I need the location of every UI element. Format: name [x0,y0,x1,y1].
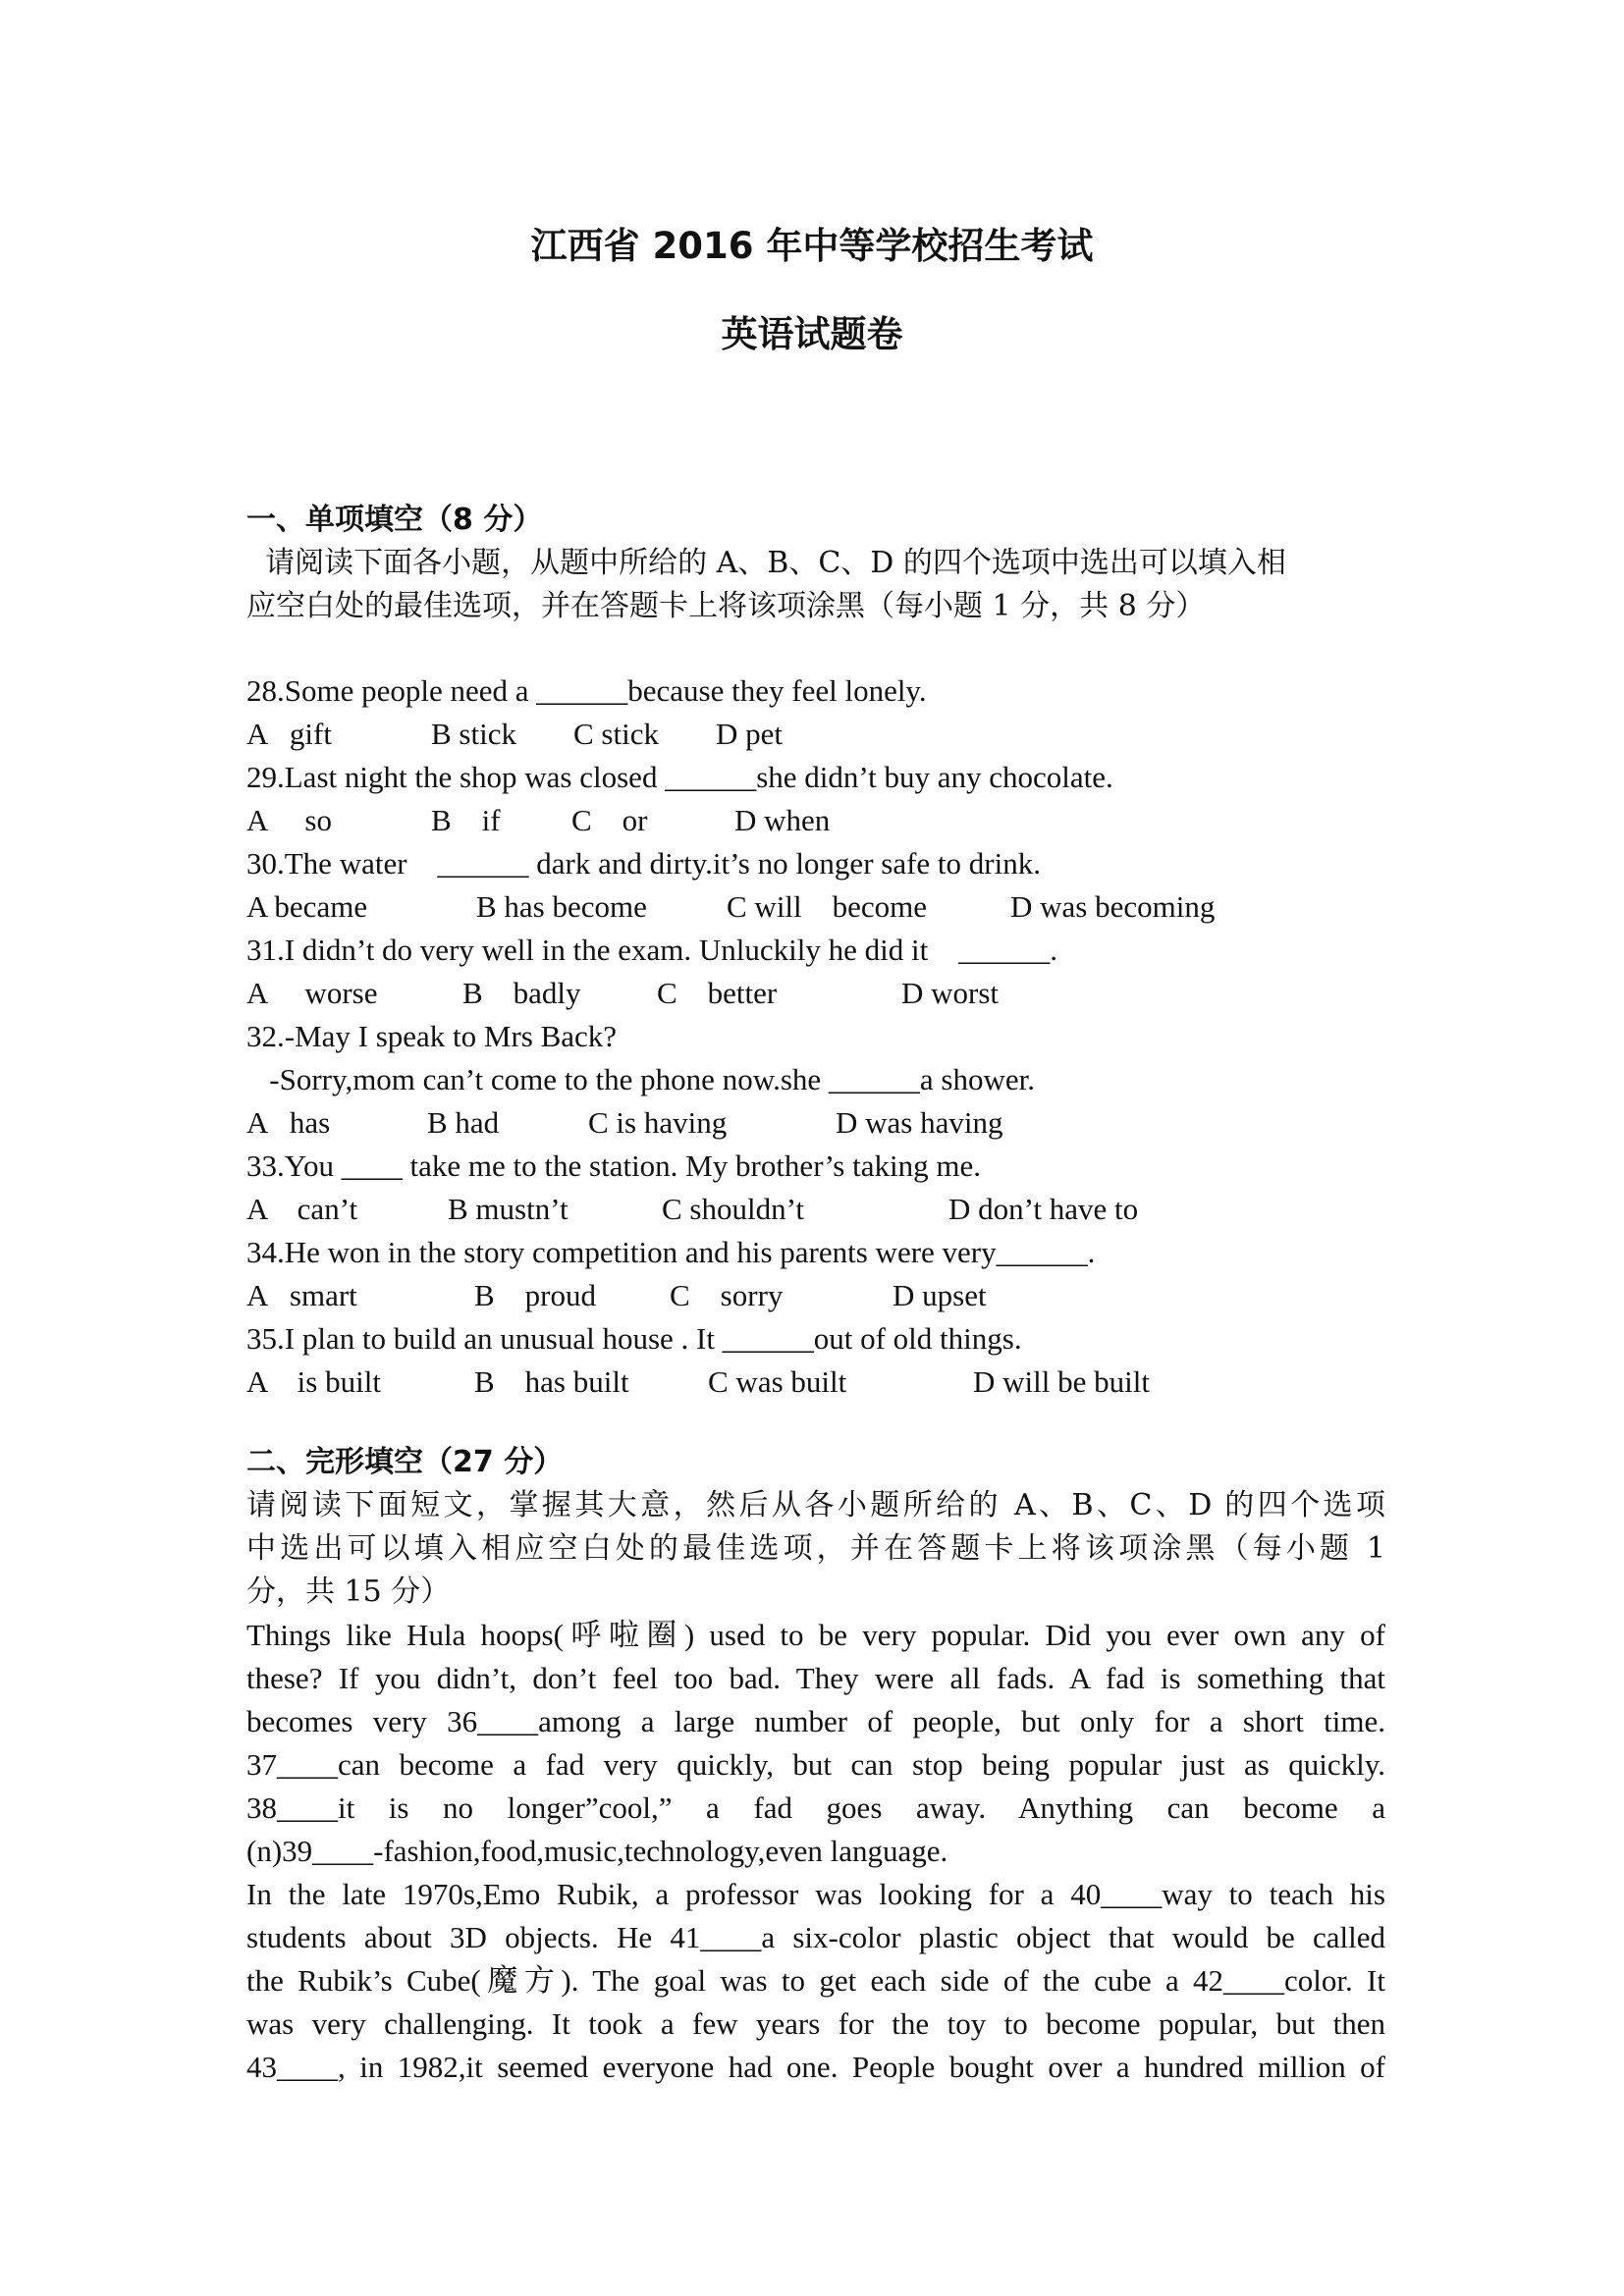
option-d: D was becoming [1010,889,1216,924]
section2-instruction-line1: 请阅读下面短文，掌握其大意，然后从各小题所给的 A、B、C、D 的四个选项 [246,1488,1385,1522]
option-c: C was built [708,1364,847,1399]
option-a: A smart [246,1278,357,1312]
option-b: B has built [474,1364,629,1399]
exam-subtitle: 英语试题卷 [721,313,903,355]
option-b: B has become [476,889,647,924]
option-b: B badly [462,976,581,1010]
option-b: B mustn’t [448,1192,568,1226]
question-31-stem: 31.I didn’t do very well in the exam. Unluckily he did it ______. [246,933,1057,967]
option-a: A worse [246,976,378,1010]
exam-title: 江西省 2016 年中等学校招生考试 [530,225,1094,267]
passage-line: the Rubik’s Cube(魔方). The goal was to get each side of the cube a 42____color. It [246,1963,1385,1998]
option-c: C or [571,803,648,837]
option-b: B if [431,803,501,837]
option-c: C stick [573,717,659,751]
option-a: A has [246,1105,331,1140]
option-b: B stick [431,717,516,751]
passage-line: becomes very 36____among a large number of people, but only for a short time. [246,1704,1385,1738]
passage-line: students about 3D objects. He 41____a six-color plastic object that would be called [246,1920,1385,1954]
passage-line: Things like Hula hoops(呼啦圈) used to be very popular. Did you ever own any of [246,1618,1385,1652]
option-c: C shouldn’t [662,1192,804,1226]
section2-instruction-line2: 中选出可以填入相应空白处的最佳选项，并在答题卡上将该项涂黑（每小题 1 [246,1531,1385,1566]
option-d: D upset [893,1278,987,1312]
option-d: D pet [716,717,784,751]
option-c: C better [657,976,778,1010]
section1-heading: 一、单项填空（8 分） [246,503,543,537]
passage-line: 43____, in 1982,it seemed everyone had one. People bought over a hundred million of [246,2050,1385,2084]
question-33-stem: 33.You ____ take me to the station. My brother’s taking me. [246,1148,981,1183]
option-d: D worst [901,976,1000,1010]
option-c: C is having [588,1105,728,1140]
option-d: D will be built [973,1364,1150,1399]
option-c: C will become [727,889,928,924]
passage-line: these? If you didn’t, don’t feel too bad. They were all fads. A fad is something that [246,1661,1385,1695]
question-30-stem: 30.The water ______ dark and dirty.it’s no longer safe to drink. [246,846,1041,881]
passage-line: In the late 1970s,Emo Rubik, a professor was looking for a 40____way to teach his [246,1877,1385,1911]
section1-instruction-line2: 应空白处的最佳选项，并在答题卡上将该项涂黑（每小题 1 分，共 8 分） [246,589,1206,623]
passage-line: 38____it is no longer”cool,” a fad goes away. Anything can become a [246,1790,1385,1825]
option-b: B proud [474,1278,596,1312]
passage-line: was very challenging. It took a few years for the toy to become popular, but then [246,2006,1385,2041]
option-c: C sorry [670,1278,784,1312]
passage-line: (n)39____-fashion,food,music,technology,even language. [246,1834,948,1868]
question-35-stem: 35.I plan to build an unusual house . It ______out of old things. [246,1321,1022,1356]
option-a: A is built [246,1364,381,1399]
passage-line: 37____can become a fad very quickly, but can stop being popular just as quickly. [246,1747,1385,1782]
option-a: A gift [246,717,332,751]
section1-instruction-line1: 请阅读下面各小题，从题中所给的 A、B、C、D 的四个选项中选出可以填入相 [246,546,1286,580]
section2-heading: 二、完形填空（27 分） [246,1445,564,1479]
question-34-stem: 34.He won in the story competition and his parents were very______. [246,1235,1096,1269]
question-32-stem: 32.-May I speak to Mrs Back? [246,1019,618,1053]
option-d: D when [734,803,831,837]
option-a: A became [246,889,368,924]
option-b: B had [427,1105,500,1140]
option-a: A can’t [246,1192,358,1226]
option-d: D was having [836,1105,1003,1140]
option-d: D don’t have to [948,1192,1139,1226]
question-28-stem: 28.Some people need a ______because they feel lonely. [246,673,927,708]
question-29-stem: 29.Last night the shop was closed ______she didn’t buy any chocolate. [246,760,1113,794]
section2-instruction-line3: 分，共 15 分） [246,1575,451,1609]
question-32-stem-reply: -Sorry,mom can’t come to the phone now.she ______a shower. [246,1062,1035,1096]
option-a: A so [246,803,332,837]
